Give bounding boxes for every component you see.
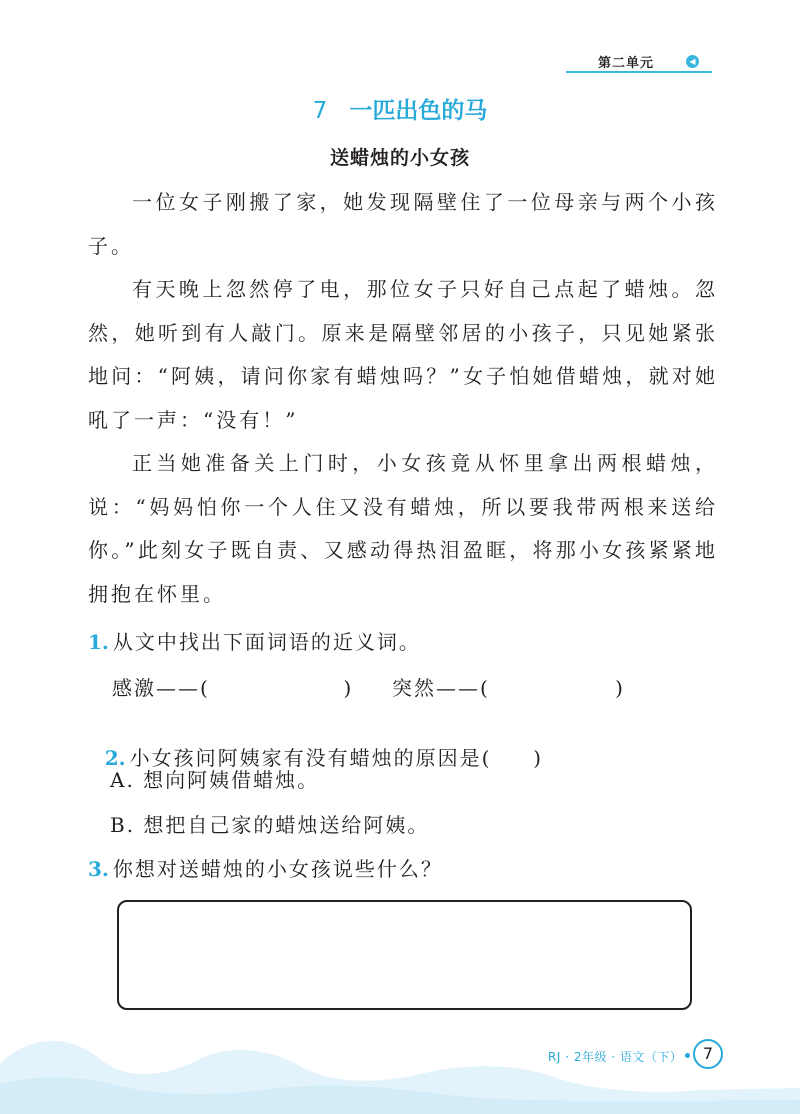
unit-banner	[566, 52, 712, 76]
story-title: 送蜡烛的小女孩	[329, 147, 470, 169]
answer-box[interactable]	[117, 900, 692, 1010]
synonym-blank-2[interactable]: 突然——( )	[392, 676, 625, 700]
unit-underline	[566, 71, 712, 73]
question-1-number: 1.	[88, 630, 109, 654]
triangle-left-icon: ◀	[686, 55, 699, 68]
unit-label: 第二单元	[598, 56, 655, 71]
footer-book-info: RJ · 2年级 · 语文（下）	[548, 1050, 683, 1064]
question-3-number: 3.	[88, 857, 109, 881]
page-dot	[685, 1053, 690, 1058]
question-3	[88, 853, 728, 882]
story-paragraph-3: 正当她准备关上门时，小女孩竟从怀里拿出两根蜡烛，说：“妈妈怕你一个人住又没有蜡烛，所以要我带两根来送给你。”此刻女子既自责、又感动得热泪盈眶，将那小女孩紧紧地拥抱在怀里。	[88, 451, 718, 606]
question-1	[88, 626, 728, 655]
lesson-number: 7	[312, 98, 328, 124]
lesson-title-text: 一匹出色的马	[349, 98, 488, 124]
option-a: A. 想向阿姨借蜡烛。	[110, 768, 320, 792]
question-3-text: 你想对送蜡烛的小女孩说些什么？	[112, 857, 443, 881]
option-b: B. 想把自己家的蜡烛送给阿姨。	[110, 813, 430, 837]
story-paragraph-1: 一位女子刚搬了家，她发现隔壁住了一位母亲与两个小孩子。	[88, 190, 718, 258]
synonym-blank-1[interactable]: 感激——( )	[112, 676, 354, 700]
question-1-text: 从文中找出下面词语的近义词。	[112, 630, 421, 654]
page-number: 7	[693, 1039, 723, 1069]
lesson-title	[0, 92, 800, 125]
story-paragraph-2: 有天晚上忽然停了电，那位女子只好自己点起了蜡烛。忽然，她听到有人敲门。原来是隔壁邻居的小孩子，只见她紧张地问：“阿姨，请问你家有蜡烛吗？”女子怕她借蜡烛，就对她吼了一声：“没有！”	[88, 277, 718, 432]
question-2-number: 2.	[104, 746, 126, 770]
question-2-text[interactable]: 小女孩问阿姨家有没有蜡烛的原因是( )	[129, 746, 544, 770]
